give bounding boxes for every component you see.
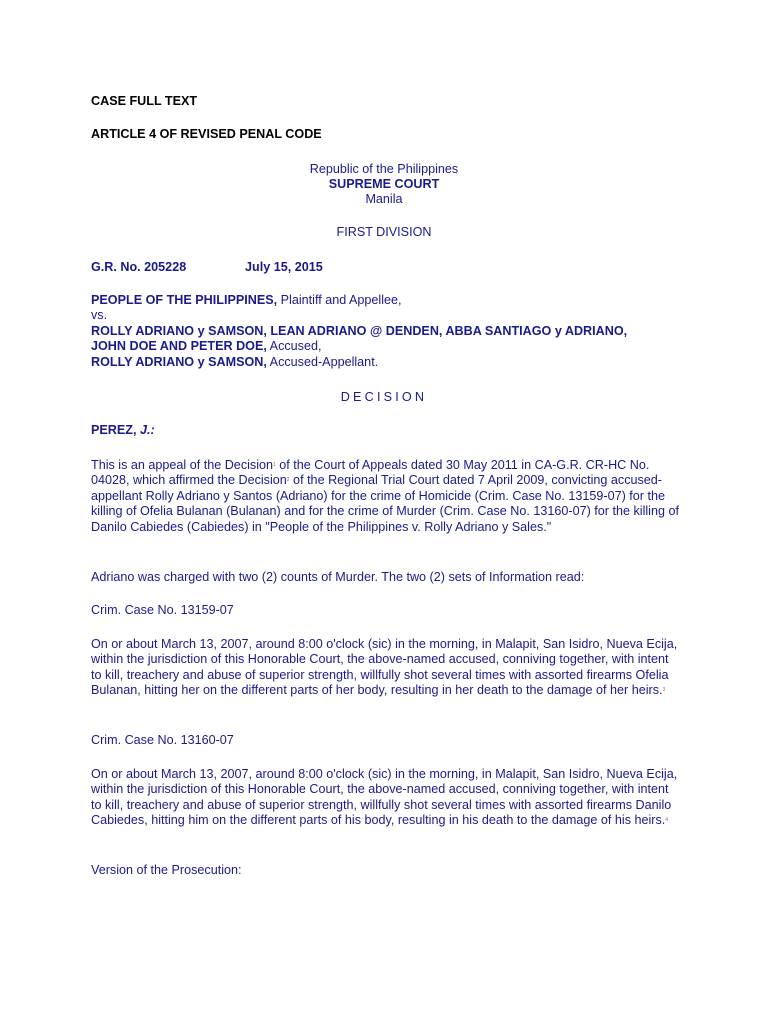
supreme-court-line: SUPREME COURT [328, 177, 440, 191]
ponente-name: PEREZ, [91, 423, 137, 437]
appellant-name: ROLLY ADRIANO y SAMSON, [91, 354, 267, 369]
case-full-text-heading: CASE FULL TEXT [91, 94, 198, 108]
versus-line: vs. [91, 308, 108, 323]
case-date: July 15, 2015 [245, 260, 323, 274]
paragraph-charges: Adriano was charged with two (2) counts of Murder. The two (2) sets of Information read: [91, 570, 585, 584]
article-heading: ARTICLE 4 OF REVISED PENAL CODE [91, 127, 322, 141]
parties-block [91, 293, 681, 370]
paragraph-information-13159: On or about March 13, 2007, around 8:00 o'clock (sic) in the morning, in Malapit, San Isidro, Nueva Ecija, within the jurisdiction of this Honorable Court, the above-named accused, conniving together, with intent to kill, treachery and abuse of superior strength, willfully shot several times with assorted firearms Ofelia Bulanan, hitting her on the different parts of her body, resulting in her death to the damage of her heirs.$^3$ [91, 637, 678, 698]
plaintiff-name: PEOPLE OF THE PHILIPPINES, [91, 293, 278, 307]
appellant-role: Accused-Appellant. [266, 354, 379, 369]
accused-names-continued: JOHN DOE AND PETER DOE, [91, 339, 267, 354]
version-prosecution-heading: Version of the Prosecution: [91, 863, 242, 877]
city-line: Manila [365, 192, 403, 206]
paragraph-appeal: This is an appeal of the Decision$^1$ of the Court of Appeals dated 30 May 2011 in CA-G.R. CR-HC No. 04028, which affirmed the Decision$^2$ of the Regional Trial Court dated 7 April 2009, convicting accused-appellant Rolly Adriano y Santos (Adriano) for the crime of Homicide (Crim. Case No. 13159-07) for the killing of Ofelia Bulanan (Bulanan) and for the crime of Murder (Crim. Case No. 13160-07) for the killing of Danilo Cabiedes (Cabiedes) in "People of the Philippines v. Rolly Adriano y Sales." [91, 458, 679, 534]
gr-number: G.R. No. 205228 [91, 260, 187, 274]
case-label-13159: Crim. Case No. 13159-07 [91, 603, 234, 617]
decision-heading: DECISION [340, 390, 428, 404]
accused-names-line: ROLLY ADRIANO y SAMSON, LEAN ADRIANO @ DENDEN, ABBA SANTIAGO y ADRIANO, [91, 323, 628, 338]
ponente-line [91, 423, 681, 438]
division-line: FIRST DIVISION [336, 225, 432, 239]
accused-role: Accused, [266, 339, 322, 354]
accused-line [91, 339, 681, 354]
footnote-ref-3[interactable]: 3 [662, 687, 666, 694]
case-number-line [91, 260, 681, 275]
plaintiff-role: Plaintiff and Appellee, [277, 293, 402, 307]
case-label-13160: Crim. Case No. 13160-07 [91, 733, 234, 747]
footnote-ref-4[interactable]: 4 [665, 817, 669, 824]
ponente-title: J.: [136, 423, 155, 437]
paragraph-information-13160: On or about March 13, 2007, around 8:00 o'clock (sic) in the morning, in Malapit, San Isidro, Nueva Ecija, within the jurisdiction of this Honorable Court, the above-named accused, conniving together, with intent to kill, treachery and abuse of superior strength, willfully shot several times with assorted firearms Danilo Cabiedes, hitting him on the different parts of his body, resulting in his death to the damage of his heirs.$^4$ [91, 767, 678, 828]
footnote-ref-1[interactable]: 1 [273, 462, 276, 468]
plaintiff-line [91, 293, 681, 308]
republic-line: Republic of the Philippines [309, 162, 459, 176]
appellant-line [91, 355, 681, 370]
footnote-ref-2[interactable]: 2 [286, 477, 290, 484]
